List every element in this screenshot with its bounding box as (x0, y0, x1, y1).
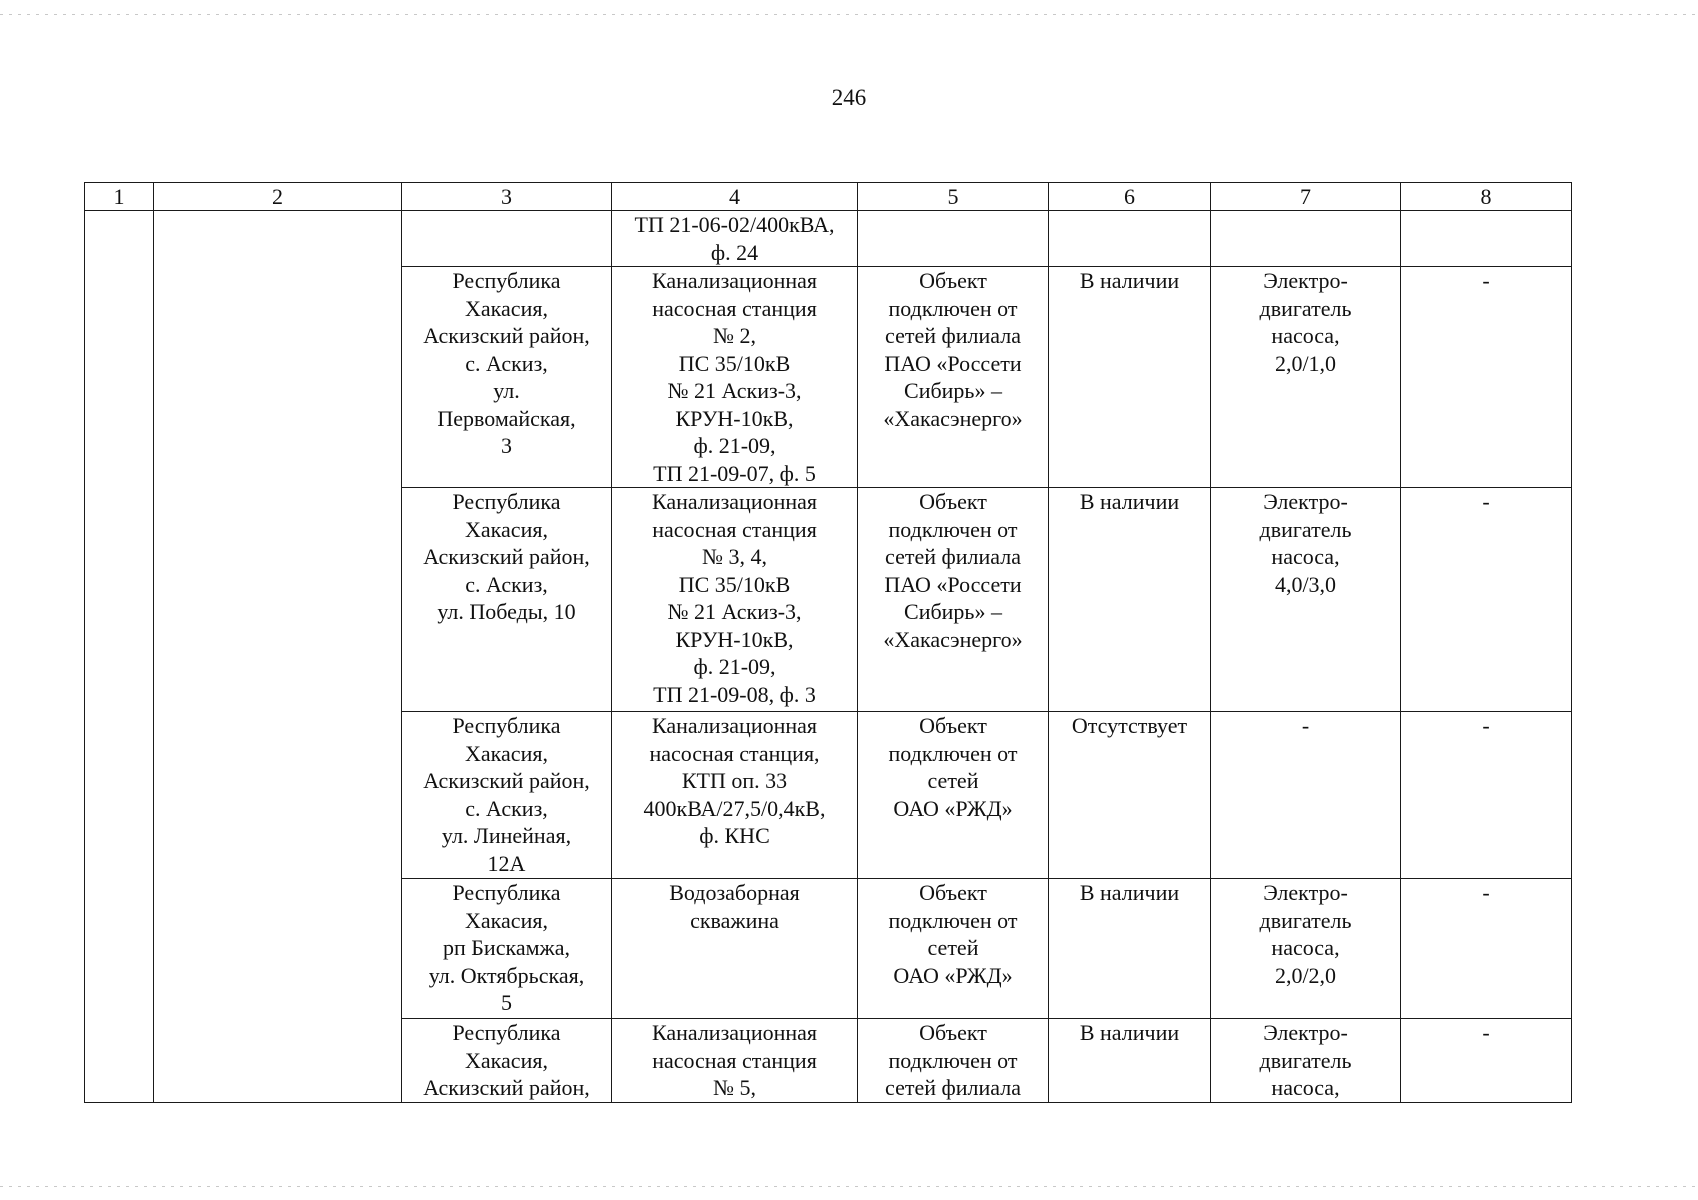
cell-connection: Объект подключен от сетей ОАО «РЖД» (858, 712, 1049, 879)
page-number: 246 (831, 85, 867, 110)
scan-artifact-top (0, 14, 1698, 15)
cell-availability: Отсутствует (1049, 712, 1211, 879)
cell-object: ТП 21-06-02/400кВА, ф. 24 (612, 211, 858, 267)
cell-connection (858, 211, 1049, 267)
cell-connection: Объект подключен от сетей филиала (858, 1019, 1049, 1103)
cell-object: Канализационная насосная станция № 5, (612, 1019, 858, 1103)
cell-equipment: Электро- двигатель насоса, (1211, 1019, 1401, 1103)
header-col-3: 3 (402, 183, 612, 211)
cell-equipment: Электро- двигатель насоса, 2,0/1,0 (1211, 267, 1401, 488)
cell-col-2-merged (154, 211, 402, 1103)
cell-availability: В наличии (1049, 488, 1211, 712)
cell-note (1401, 211, 1572, 267)
cell-col-1-merged (85, 211, 154, 1103)
header-col-4: 4 (612, 183, 858, 211)
cell-object: Водозаборная скважина (612, 879, 858, 1019)
cell-address: Республика Хакасия, Аскизский район, с. Аскиз, ул. Победы, 10 (402, 488, 612, 712)
cell-equipment (1211, 211, 1401, 267)
cell-equipment: - (1211, 712, 1401, 879)
cell-equipment: Электро- двигатель насоса, 2,0/2,0 (1211, 879, 1401, 1019)
cell-availability: В наличии (1049, 267, 1211, 488)
scan-artifact-bottom (0, 1186, 1698, 1187)
cell-note: - (1401, 1019, 1572, 1103)
cell-equipment: Электро- двигатель насоса, 4,0/3,0 (1211, 488, 1401, 712)
header-col-5: 5 (858, 183, 1049, 211)
data-table (84, 182, 1572, 1103)
cell-address: Республика Хакасия, Аскизский район, с. Аскиз, ул. Первомайская, 3 (402, 267, 612, 488)
cell-availability (1049, 211, 1211, 267)
cell-availability: В наличии (1049, 879, 1211, 1019)
cell-connection: Объект подключен от сетей филиала ПАО «Россети Сибирь» – «Хакасэнерго» (858, 267, 1049, 488)
cell-address: Республика Хакасия, Аскизский район, с. Аскиз, ул. Линейная, 12А (402, 712, 612, 879)
cell-note: - (1401, 712, 1572, 879)
cell-object: Канализационная насосная станция, КТП оп. 33 400кВА/27,5/0,4кВ, ф. КНС (612, 712, 858, 879)
cell-note: - (1401, 879, 1572, 1019)
header-col-2: 2 (154, 183, 402, 211)
cell-connection: Объект подключен от сетей филиала ПАО «Россети Сибирь» – «Хакасэнерго» (858, 488, 1049, 712)
header-col-8: 8 (1401, 183, 1572, 211)
cell-connection: Объект подключен от сетей ОАО «РЖД» (858, 879, 1049, 1019)
cell-address: Республика Хакасия, Аскизский район, (402, 1019, 612, 1103)
table-row-continuation (85, 211, 1572, 267)
cell-note: - (1401, 267, 1572, 488)
header-col-6: 6 (1049, 183, 1211, 211)
cell-address (402, 211, 612, 267)
cell-availability: В наличии (1049, 1019, 1211, 1103)
cell-object: Канализационная насосная станция № 2, ПС 35/10кВ № 21 Аскиз-3, КРУН-10кВ, ф. 21-09, ТП 21-09-07, ф. 5 (612, 267, 858, 488)
header-row (85, 183, 1572, 211)
cell-object: Канализационная насосная станция № 3, 4, ПС 35/10кВ № 21 Аскиз-3, КРУН-10кВ, ф. 21-09, ТП 21-09-08, ф. 3 (612, 488, 858, 712)
header-col-1: 1 (85, 183, 154, 211)
cell-address: Республика Хакасия, рп Бискамжа, ул. Октябрьская, 5 (402, 879, 612, 1019)
cell-note: - (1401, 488, 1572, 712)
header-col-7: 7 (1211, 183, 1401, 211)
